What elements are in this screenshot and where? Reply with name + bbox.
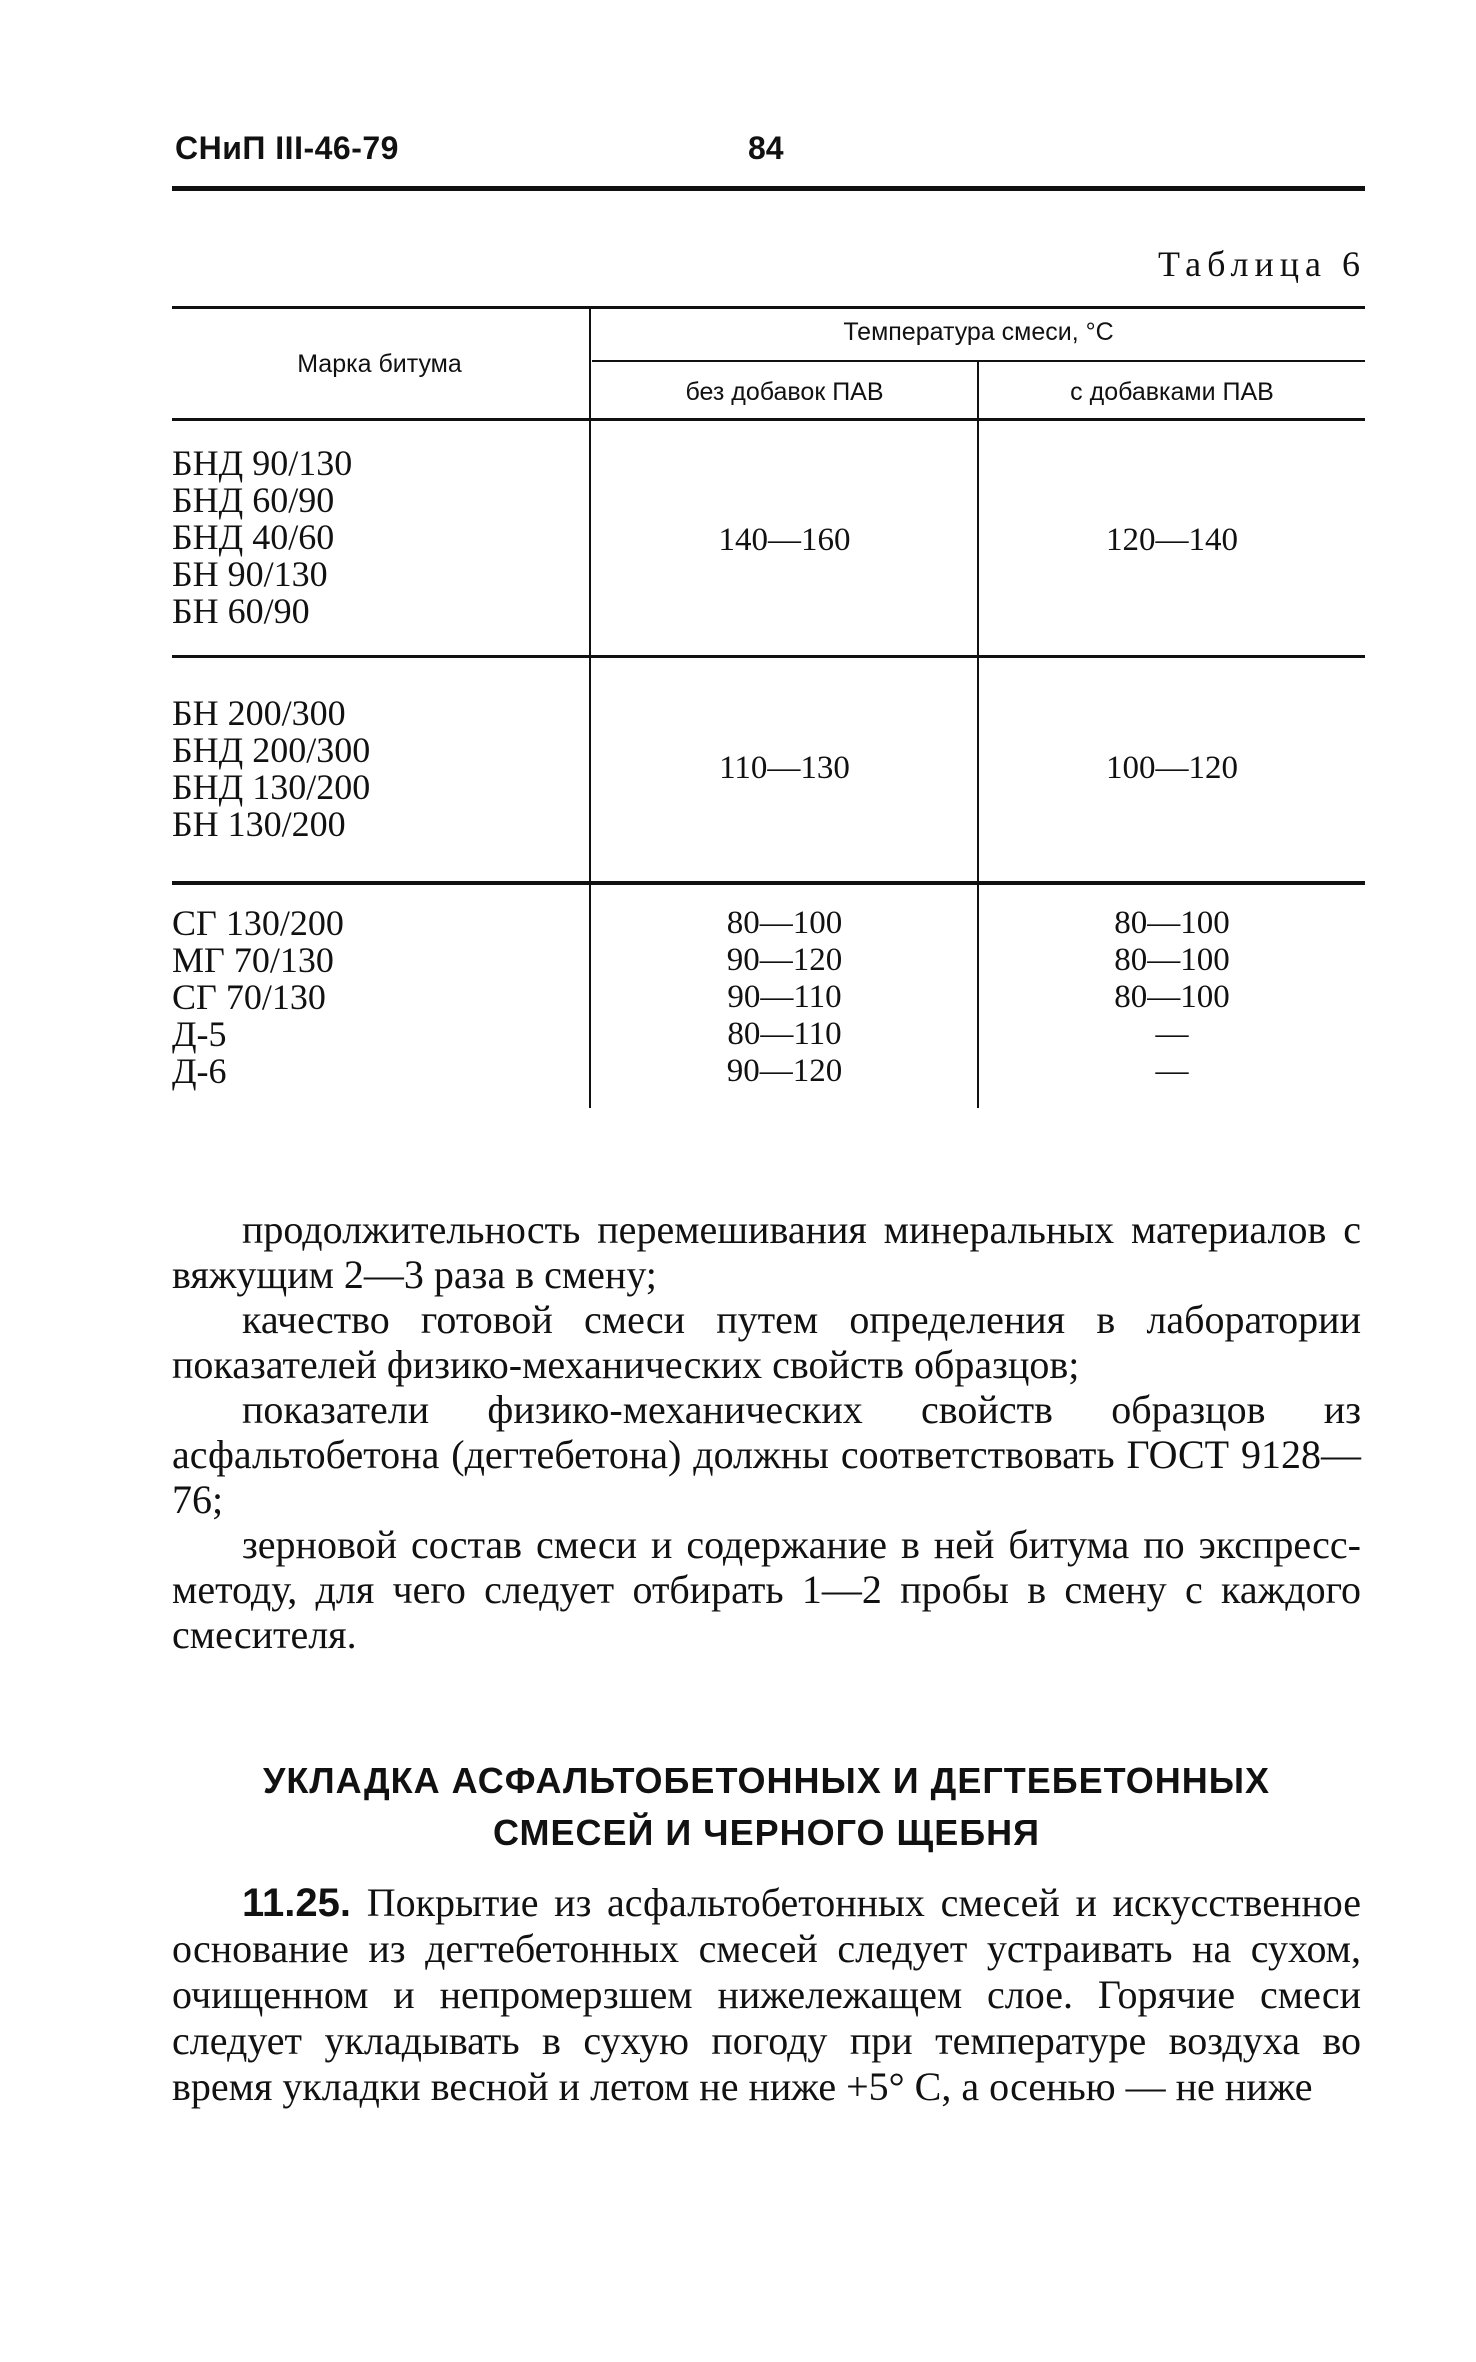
column-header-brand: Марка битума [297, 350, 462, 378]
table-cell-brands-group-2: БН 200/300 БНД 200/300 БНД 130/200 БН 130/200 [172, 693, 371, 844]
table-vrule-1 [589, 309, 591, 1108]
clause-text: Покрытие из асфальтобетонных смесей и искусственное основание из дегтебетонных смесей следует устраивать на сухом, очищенном и непромерзшем нижележащем слое. Горячие смеси следует укладывать в сухую погоду при температуре воздуха во время укладки весной и летом не ниже +5° С, а осенью — не ниже [172, 1880, 1362, 2109]
column-header-with-additives: с добавками ПАВ [1070, 378, 1274, 406]
paragraph-mix-quality: качество готовой смеси путем определения в лаборатории показателей физико-механических свойств образцов; [172, 1297, 1361, 1387]
paragraph-grain-composition: зерновой состав смеси и содержание в ней битума по экспресс-методу, для чего следует отбирать 1—2 пробы в смену с каждого смесителя. [172, 1522, 1361, 1657]
paragraph-physical-properties: показатели физико-механических свойств образцов из асфальтобетона (дегтебетона) должны соответствовать ГОСТ 9128—76; [172, 1387, 1361, 1522]
column-header-temperature: Температура смеси, °С [843, 318, 1114, 346]
table-header-bottom-rule [172, 418, 1365, 421]
body-text [172, 1207, 1361, 1657]
table-cell-with-additives-group-3: 80—100 80—100 80—100 — — [1114, 905, 1230, 1089]
table-cell-brands-group-1: БНД 90/130 БНД 60/90 БНД 40/60 БН 90/130 БН 60/90 [172, 443, 353, 631]
paragraph-mixing-duration: продолжительность перемешивания минеральных материалов с вяжущим 2—3 раза в смену; [172, 1207, 1361, 1297]
page-number: 84 [748, 130, 784, 166]
header-rule [172, 186, 1365, 191]
table-cell-no-additives-group-3: 80—100 90—120 90—110 80—110 90—120 [726, 905, 843, 1089]
table-caption: Таблица 6 [1158, 244, 1366, 284]
document-code: СНиП III-46-79 [175, 130, 399, 166]
table-cell-brands-group-3: СГ 130/200 МГ 70/130 СГ 70/130 Д-5 Д-6 [172, 903, 344, 1091]
table-cell-with-additives-group-1: 120—140 [1106, 522, 1238, 558]
column-header-no-additives: без добавок ПАВ [685, 378, 884, 406]
section-heading-line-2: СМЕСЕЙ И ЧЕРНОГО ЩЕБНЯ [493, 1812, 1040, 1853]
table-cell-no-additives-group-2: 110—130 [719, 750, 850, 786]
clause-number: 11.25. [242, 1881, 352, 1925]
table-top-rule [172, 306, 1365, 309]
section-heading-line-1: УКЛАДКА АСФАЛЬТОБЕТОННЫХ И ДЕГТЕБЕТОННЫХ [263, 1760, 1270, 1801]
table-group-divider-2 [172, 881, 1365, 885]
table-cell-no-additives-group-1: 140—160 [718, 522, 851, 558]
section-heading [172, 1755, 1361, 1859]
clause-11-25 [172, 1880, 1361, 2110]
table-group-divider-1 [172, 655, 1365, 658]
table-cell-with-additives-group-2: 100—120 [1106, 750, 1238, 786]
